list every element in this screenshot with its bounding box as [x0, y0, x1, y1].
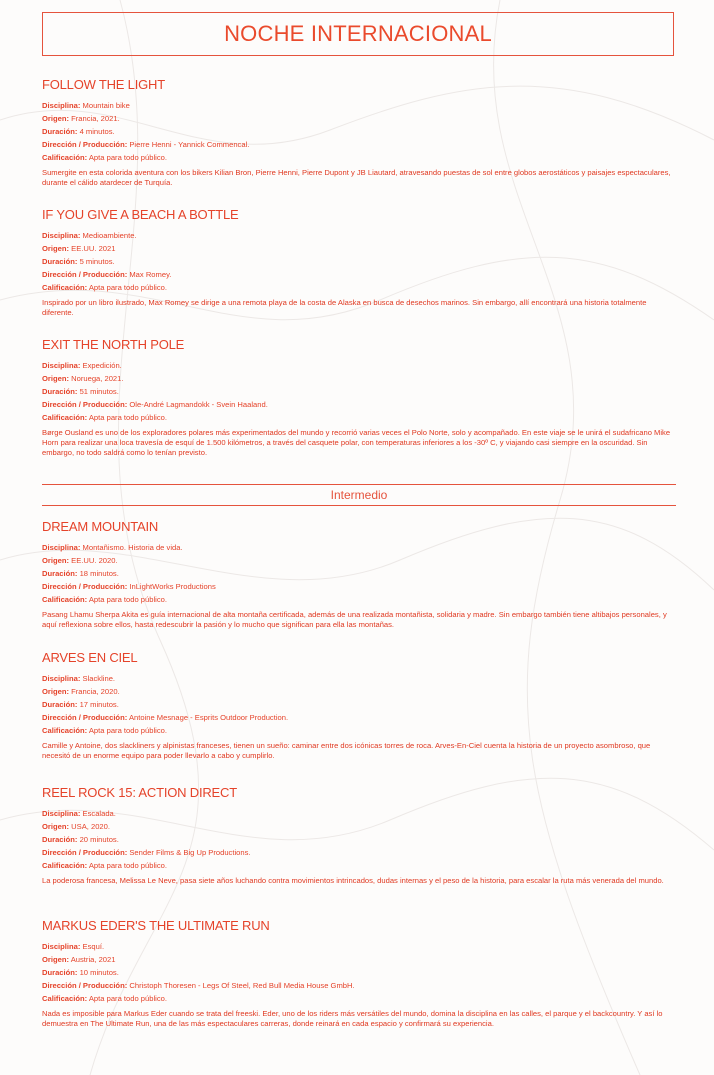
film-entry [42, 337, 678, 458]
film-rating [42, 593, 678, 606]
rating-label: Calificación: [42, 595, 88, 604]
discipline-value: Mountain bike [82, 101, 130, 110]
duration-value: 10 minutos. [79, 968, 119, 977]
direction-label: Dirección / Producción: [42, 400, 128, 409]
origin-value: USA, 2020. [71, 822, 110, 831]
duration-label: Duración: [42, 387, 78, 396]
discipline-label: Disciplina: [42, 231, 81, 240]
film-discipline [42, 229, 678, 242]
film-direction [42, 138, 678, 151]
discipline-value: Medioambiente. [82, 231, 137, 240]
direction-label: Dirección / Producción: [42, 582, 128, 591]
film-duration [42, 385, 678, 398]
film-entry [42, 650, 678, 761]
direction-value: Antoine Mesnage - Esprits Outdoor Production. [128, 713, 289, 722]
film-rating [42, 992, 678, 1005]
duration-value: 17 minutos. [79, 700, 119, 709]
rating-value: Apta para todo público. [88, 153, 167, 162]
rating-label: Calificación: [42, 726, 88, 735]
film-title: FOLLOW THE LIGHT [42, 77, 165, 92]
duration-label: Duración: [42, 127, 78, 136]
rating-label: Calificación: [42, 413, 88, 422]
origin-label: Origen: [42, 822, 70, 831]
discipline-value: Expedición. [82, 361, 122, 370]
discipline-value: Escalada. [82, 809, 116, 818]
film-title: DREAM MOUNTAIN [42, 519, 159, 534]
rating-label: Calificación: [42, 153, 88, 162]
film-origin [42, 372, 678, 385]
direction-value: InLightWorks Productions [129, 582, 216, 591]
film-rating [42, 859, 678, 872]
film-title: IF YOU GIVE A BEACH A BOTTLE [42, 207, 239, 222]
film-rating [42, 281, 678, 294]
film-origin [42, 685, 678, 698]
film-duration [42, 255, 678, 268]
film-rating [42, 724, 678, 737]
rating-value: Apta para todo público. [88, 283, 167, 292]
film-discipline [42, 672, 678, 685]
duration-label: Duración: [42, 257, 78, 266]
film-discipline [42, 940, 678, 953]
intermission-divider: Intermedio [42, 484, 676, 506]
origin-value: Austria, 2021 [70, 955, 116, 964]
film-details [42, 672, 678, 737]
direction-label: Dirección / Producción: [42, 981, 128, 990]
film-description: Sumergite en esta colorida aventura con los bikers Kilian Bron, Pierre Henni, Pierre Dupont y JB Liautard, atravesando puestas de sol entre globos aerostáticos y paisajes espectaculares, durante el cálido atardecer de Turquía. [42, 168, 671, 187]
rating-value: Apta para todo público. [88, 726, 167, 735]
film-duration [42, 833, 678, 846]
page-title: NOCHE INTERNACIONAL [42, 12, 674, 56]
duration-label: Duración: [42, 700, 78, 709]
origin-value: EE.UU. 2021 [71, 244, 116, 253]
direction-value: Max Romey. [129, 270, 172, 279]
rating-value: Apta para todo público. [88, 861, 167, 870]
film-entry [42, 77, 678, 188]
film-description: Børge Ousland es uno de los exploradores polares más experimentados del mundo y recorrió varias veces el Polo Norte, solo y acompañado. En este viaje se le unirá el sudafricano Mike Horn para realizar una loca travesía de esquí de 1.500 kilómetros, a través del casquete polar, con temperaturas inferiores a los -30º C, y viajando casi siempre en la oscuridad. Sin embargo, no todo saldrá como lo tenían previsto. [42, 428, 671, 457]
origin-label: Origen: [42, 955, 70, 964]
film-title: EXIT THE NORTH POLE [42, 337, 185, 352]
film-entry [42, 519, 678, 630]
discipline-label: Disciplina: [42, 543, 81, 552]
discipline-label: Disciplina: [42, 942, 81, 951]
film-direction [42, 979, 678, 992]
film-direction [42, 846, 678, 859]
origin-label: Origen: [42, 556, 70, 565]
direction-value: Ole-André Lagmandokk - Svein Haaland. [129, 400, 268, 409]
direction-label: Dirección / Producción: [42, 270, 128, 279]
duration-value: 20 minutos. [79, 835, 119, 844]
duration-label: Duración: [42, 968, 78, 977]
film-title: MARKUS EDER'S THE ULTIMATE RUN [42, 918, 270, 933]
film-direction [42, 580, 678, 593]
duration-label: Duración: [42, 835, 78, 844]
film-direction [42, 711, 678, 724]
direction-label: Dirección / Producción: [42, 140, 128, 149]
film-details [42, 940, 678, 1005]
film-description: Camille y Antoine, dos slackliners y alpinistas franceses, tienen un sueño: caminar entre dos icónicas torres de roca. Arves-En-Ciel cuenta la historia de un proyecto asombroso, que necesitó de un enorme equipo para poder llevarlo a cabo y cumplirlo. [42, 741, 651, 760]
direction-value: Sender Films & Big Up Productions. [129, 848, 251, 857]
rating-label: Calificación: [42, 861, 88, 870]
origin-label: Origen: [42, 114, 70, 123]
direction-value: Christoph Thoresen - Legs Of Steel, Red Bull Media House GmbH. [129, 981, 355, 990]
origin-value: Noruega, 2021. [71, 374, 124, 383]
film-title: REEL ROCK 15: ACTION DIRECT [42, 785, 237, 800]
film-title: ARVES EN CIEL [42, 650, 138, 665]
film-origin [42, 820, 678, 833]
discipline-label: Disciplina: [42, 809, 81, 818]
film-duration [42, 698, 678, 711]
film-entry [42, 207, 678, 318]
discipline-label: Disciplina: [42, 101, 81, 110]
film-entry [42, 918, 678, 1029]
rating-value: Apta para todo público. [88, 994, 167, 1003]
film-rating [42, 411, 678, 424]
film-details [42, 541, 678, 606]
film-rating [42, 151, 678, 164]
film-origin [42, 953, 678, 966]
film-duration [42, 125, 678, 138]
film-description: Inspirado por un libro ilustrado, Max Romey se dirige a una remota playa de la costa de Alaska en busca de desechos marinos. Sin embargo, allí encontrará una historia totalmente diferente. [42, 298, 647, 317]
film-entry [42, 785, 678, 886]
discipline-value: Esquí. [82, 942, 105, 951]
film-discipline [42, 807, 678, 820]
film-discipline [42, 99, 678, 112]
duration-value: 18 minutos. [79, 569, 119, 578]
discipline-value: Montañismo. Historia de vida. [82, 543, 183, 552]
origin-value: EE.UU. 2020. [71, 556, 118, 565]
film-direction [42, 268, 678, 281]
duration-label: Duración: [42, 569, 78, 578]
origin-value: Francia, 2021. [71, 114, 120, 123]
discipline-label: Disciplina: [42, 674, 81, 683]
film-discipline [42, 541, 678, 554]
film-origin [42, 242, 678, 255]
direction-label: Dirección / Producción: [42, 848, 128, 857]
rating-label: Calificación: [42, 994, 88, 1003]
film-duration [42, 966, 678, 979]
film-origin [42, 112, 678, 125]
film-description: Pasang Lhamu Sherpa Akita es guía internacional de alta montaña certificada, además de una realizada montañista, solidaria y madre. Sin embargo también tiene altibajos personales, y aquí reflexiona sobre ellos, hasta redescubrir la pasión y lo mucho que significan para ella las montañas. [42, 610, 667, 629]
origin-label: Origen: [42, 244, 70, 253]
film-origin [42, 554, 678, 567]
origin-value: Francia, 2020. [71, 687, 120, 696]
film-details [42, 359, 678, 424]
film-duration [42, 567, 678, 580]
duration-value: 5 minutos. [79, 257, 115, 266]
discipline-value: Slackline. [82, 674, 116, 683]
duration-value: 4 minutos. [79, 127, 115, 136]
film-details [42, 99, 678, 164]
film-details [42, 807, 678, 872]
film-discipline [42, 359, 678, 372]
origin-label: Origen: [42, 374, 70, 383]
direction-label: Dirección / Producción: [42, 713, 128, 722]
rating-label: Calificación: [42, 283, 88, 292]
discipline-label: Disciplina: [42, 361, 81, 370]
film-details [42, 229, 678, 294]
direction-value: Pierre Henni - Yannick Commencal. [129, 140, 250, 149]
rating-value: Apta para todo público. [88, 595, 167, 604]
duration-value: 51 minutos. [79, 387, 119, 396]
rating-value: Apta para todo público. [88, 413, 167, 422]
film-description: Nada es imposible para Markus Eder cuando se trata del freeski. Eder, uno de los riders más versátiles del mundo, domina la disciplina en las calles, el parque y el backcountry. Y así lo demuestra en The Ultimate Run, una de las más espectaculares carreras, donde reinará en cada espacio y confirmará su experiencia. [42, 1009, 663, 1028]
origin-label: Origen: [42, 687, 70, 696]
film-direction [42, 398, 678, 411]
film-description: La poderosa francesa, Melissa Le Neve, pasa siete años luchando contra movimientos intrincados, dudas internas y el peso de la historia, para escalar la ruta más venerada del mundo. [42, 876, 664, 885]
